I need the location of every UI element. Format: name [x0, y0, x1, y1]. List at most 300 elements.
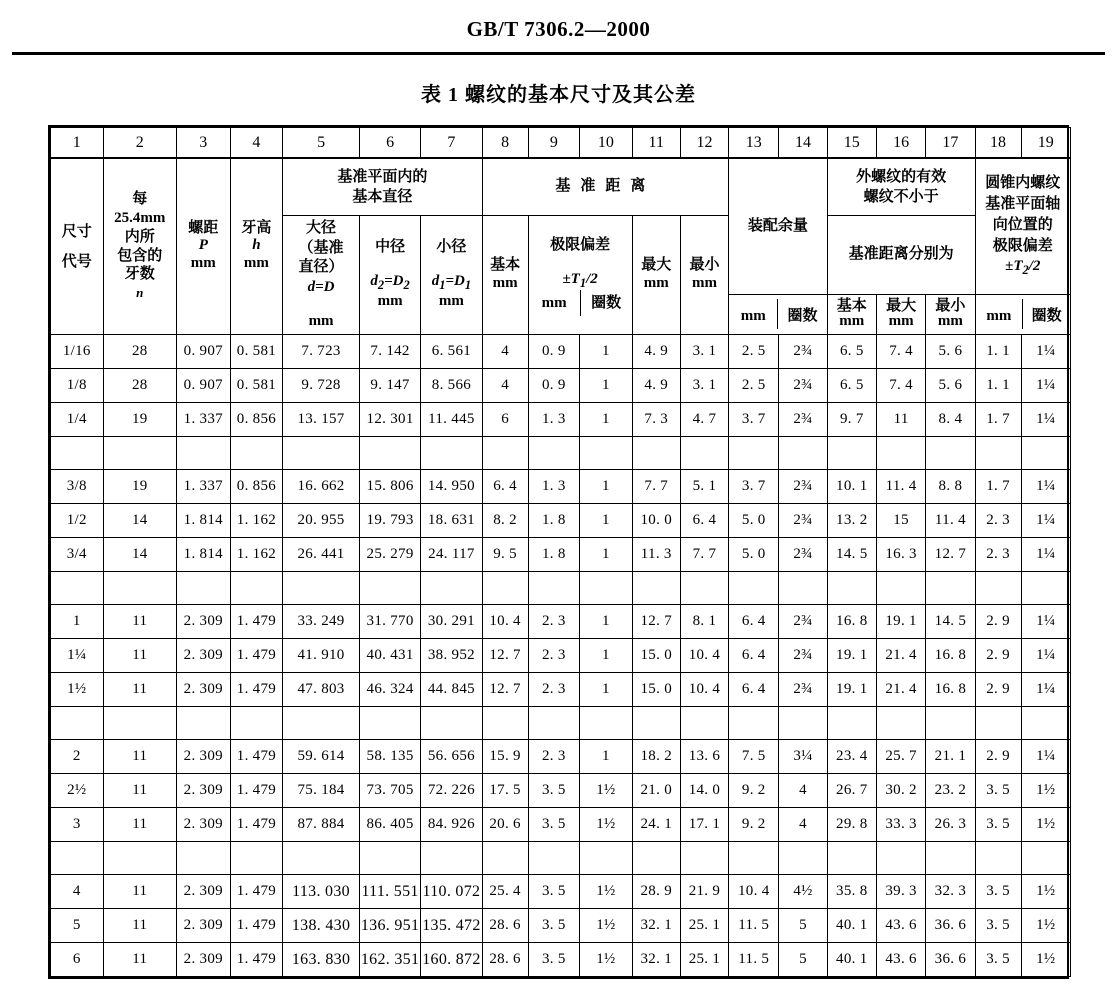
cell-taper-dev-mm: 2. 3	[975, 504, 1021, 538]
thread-dimensions-table	[50, 127, 1071, 977]
cell-gauge-tol-turns: 1	[580, 605, 633, 639]
cell-useful-basic: 16. 8	[827, 605, 876, 639]
colnum-5: 5	[283, 128, 360, 159]
header-useful-min-title: 最小	[935, 298, 966, 315]
header-group-internal-taper-deviation-text: 圆锥内螺纹 基准平面轴 向位置的 极限偏差 $\pm T_2/2$	[985, 175, 1061, 278]
cell-gauge-max: 15. 0	[632, 639, 680, 673]
table-row	[51, 369, 1071, 403]
table-row	[51, 504, 1071, 538]
cell-gauge-basic: 9. 5	[482, 538, 528, 572]
spacer-cell	[680, 437, 728, 470]
cell-pitch-diameter: 31. 770	[359, 605, 420, 639]
cell-pitch: 2. 309	[176, 673, 230, 707]
cell-pitch-diameter: 58. 135	[359, 740, 420, 774]
table-row	[51, 943, 1071, 977]
cell-threads-per-inch: 11	[103, 740, 176, 774]
cell-gauge-basic: 20. 6	[482, 808, 528, 842]
cell-assembly-mm: 6. 4	[729, 605, 779, 639]
header-internal-taper-unit-mm: mm	[986, 308, 1012, 325]
header-gauge-min	[680, 216, 728, 335]
cell-gauge-min: 25. 1	[680, 943, 728, 977]
cell-taper-dev-turns: 1½	[1021, 774, 1070, 808]
cell-gauge-tol-turns: 1½	[580, 875, 633, 909]
cell-assembly-mm: 3. 7	[729, 470, 779, 504]
cell-size-designation: 1	[51, 605, 104, 639]
header-pitch-symbol: P	[198, 237, 208, 254]
cell-useful-min: 16. 8	[926, 639, 975, 673]
spacer-cell	[1021, 842, 1070, 875]
spacer-cell	[421, 707, 482, 740]
header-group-useful-thread-text: 外螺纹的有效 螺纹不小于	[856, 168, 947, 205]
spacer-cell	[729, 707, 779, 740]
header-major-diameter-stack	[283, 216, 359, 334]
cell-pitch: 2. 309	[176, 909, 230, 943]
cell-useful-min: 36. 6	[926, 909, 975, 943]
header-thread-height-unit: mm	[243, 254, 269, 271]
cell-gauge-tol-turns: 1½	[580, 909, 633, 943]
header-gauge-min-unit: mm	[691, 274, 717, 291]
cell-useful-max: 15	[876, 504, 925, 538]
cell-useful-basic: 23. 4	[827, 740, 876, 774]
spacer-cell	[283, 707, 360, 740]
spacer-cell	[51, 572, 104, 605]
cell-taper-dev-mm: 1. 7	[975, 470, 1021, 504]
group-spacer-row	[51, 437, 1071, 470]
header-pitch-unit: mm	[190, 254, 216, 271]
cell-size-designation: 1½	[51, 673, 104, 707]
cell-minor-diameter: 44. 845	[421, 673, 482, 707]
cell-assembly-turns: 2¾	[779, 504, 827, 538]
colnum-7: 7	[421, 128, 482, 159]
header-major-diameter-symbol: d=D	[307, 278, 335, 295]
header-internal-taper-symbol: $\pm T_2/2$	[1005, 258, 1041, 278]
cell-pitch: 0. 907	[176, 369, 230, 403]
cell-size-designation: 1/2	[51, 504, 104, 538]
cell-gauge-tol-mm: 3. 5	[528, 909, 579, 943]
header-pitch	[176, 158, 230, 335]
header-useful-basic-unit: mm	[839, 313, 865, 330]
cell-gauge-min: 4. 7	[680, 403, 728, 437]
cell-taper-dev-mm: 3. 5	[975, 875, 1021, 909]
header-gauge-basic	[482, 216, 528, 335]
header-assembly-allowance-units-split	[729, 299, 827, 329]
header-row-group-titles	[51, 158, 1071, 216]
cell-threads-per-inch: 11	[103, 774, 176, 808]
cell-major-diameter: 163. 830	[283, 943, 360, 977]
spacer-cell	[421, 572, 482, 605]
cell-pitch: 0. 907	[176, 335, 230, 369]
header-thread-height	[230, 158, 283, 335]
cell-gauge-max: 32. 1	[632, 943, 680, 977]
spacer-cell	[632, 437, 680, 470]
cell-pitch: 2. 309	[176, 943, 230, 977]
table-row	[51, 875, 1071, 909]
cell-thread-height: 1. 479	[230, 875, 283, 909]
cell-pitch: 2. 309	[176, 808, 230, 842]
cell-useful-max: 21. 4	[876, 673, 925, 707]
cell-gauge-min: 25. 1	[680, 909, 728, 943]
header-internal-taper-unit-turns: 圈数	[1022, 299, 1070, 329]
cell-gauge-basic: 4	[482, 335, 528, 369]
header-gauge-tolerance-unit-turns: 圈数	[580, 290, 632, 316]
spacer-cell	[482, 572, 528, 605]
cell-pitch-diameter: 162. 351	[359, 943, 420, 977]
spacer-cell	[975, 437, 1021, 470]
spacer-cell	[283, 437, 360, 470]
table-row	[51, 605, 1071, 639]
cell-major-diameter: 113. 030	[283, 875, 360, 909]
header-useful-max-title: 最大	[886, 298, 917, 315]
colnum-6: 6	[359, 128, 420, 159]
cell-taper-dev-turns: 1¼	[1021, 740, 1070, 774]
cell-size-designation: 1¼	[51, 639, 104, 673]
spacer-cell	[779, 842, 827, 875]
cell-gauge-tol-turns: 1½	[580, 808, 633, 842]
spacer-cell	[176, 707, 230, 740]
cell-gauge-max: 4. 9	[632, 335, 680, 369]
header-divider-rule	[12, 52, 1105, 55]
cell-taper-dev-turns: 1¼	[1021, 470, 1070, 504]
header-gauge-max-title: 最大	[641, 257, 672, 274]
spacer-cell	[876, 572, 925, 605]
header-threads-per-inch-symbol: n	[136, 285, 144, 300]
cell-gauge-min: 3. 1	[680, 369, 728, 403]
cell-gauge-basic: 28. 6	[482, 943, 528, 977]
cell-major-diameter: 87. 884	[283, 808, 360, 842]
cell-pitch-diameter: 111. 551	[359, 875, 420, 909]
cell-minor-diameter: 84. 926	[421, 808, 482, 842]
cell-size-designation: 5	[51, 909, 104, 943]
cell-major-diameter: 16. 662	[283, 470, 360, 504]
cell-useful-max: 43. 6	[876, 943, 925, 977]
spacer-cell	[1021, 707, 1070, 740]
cell-useful-max: 30. 2	[876, 774, 925, 808]
cell-pitch-diameter: 86. 405	[359, 808, 420, 842]
cell-useful-min: 26. 3	[926, 808, 975, 842]
cell-gauge-min: 21. 9	[680, 875, 728, 909]
cell-gauge-basic: 6. 4	[482, 470, 528, 504]
cell-size-designation: 2½	[51, 774, 104, 808]
cell-assembly-turns: 4½	[779, 875, 827, 909]
header-pitch-diameter-symbol: $d_2=D_2$	[370, 273, 410, 293]
table-row	[51, 403, 1071, 437]
cell-minor-diameter: 24. 117	[421, 538, 482, 572]
cell-gauge-max: 28. 9	[632, 875, 680, 909]
colnum-18: 18	[975, 128, 1021, 159]
spacer-cell	[421, 437, 482, 470]
header-assembly-allowance-text: 装配余量	[747, 217, 808, 234]
cell-useful-basic: 9. 7	[827, 403, 876, 437]
cell-minor-diameter: 135. 472	[421, 909, 482, 943]
cell-pitch: 1. 337	[176, 403, 230, 437]
spacer-cell	[779, 572, 827, 605]
cell-taper-dev-mm: 3. 5	[975, 774, 1021, 808]
cell-gauge-max: 24. 1	[632, 808, 680, 842]
cell-major-diameter: 59. 614	[283, 740, 360, 774]
cell-assembly-mm: 11. 5	[729, 909, 779, 943]
cell-gauge-basic: 12. 7	[482, 673, 528, 707]
cell-thread-height: 1. 162	[230, 538, 283, 572]
spacer-cell	[103, 437, 176, 470]
cell-major-diameter: 9. 728	[283, 369, 360, 403]
spacer-cell	[926, 572, 975, 605]
cell-gauge-tol-turns: 1	[580, 470, 633, 504]
cell-size-designation: 3	[51, 808, 104, 842]
cell-gauge-tol-mm: 1. 3	[528, 470, 579, 504]
spacer-cell	[827, 572, 876, 605]
cell-gauge-tol-turns: 1	[580, 740, 633, 774]
cell-gauge-tol-turns: 1½	[580, 774, 633, 808]
cell-gauge-basic: 28. 6	[482, 909, 528, 943]
cell-gauge-basic: 4	[482, 369, 528, 403]
header-size-designation	[51, 158, 104, 335]
header-group-basic-diameters-text: 基准平面内的 基本直径	[337, 168, 428, 205]
cell-taper-dev-mm: 3. 5	[975, 943, 1021, 977]
spacer-cell	[230, 842, 283, 875]
cell-useful-max: 21. 4	[876, 639, 925, 673]
colnum-17: 17	[926, 128, 975, 159]
cell-taper-dev-turns: 1½	[1021, 909, 1070, 943]
cell-major-diameter: 13. 157	[283, 403, 360, 437]
cell-gauge-min: 17. 1	[680, 808, 728, 842]
cell-useful-min: 5. 6	[926, 369, 975, 403]
header-thread-height-symbol: h	[252, 237, 261, 254]
cell-useful-basic: 29. 8	[827, 808, 876, 842]
cell-taper-dev-mm: 2. 9	[975, 605, 1021, 639]
spacer-cell	[421, 842, 482, 875]
cell-assembly-mm: 6. 4	[729, 639, 779, 673]
header-gauge-max	[632, 216, 680, 335]
cell-gauge-tol-mm: 2. 3	[528, 605, 579, 639]
cell-gauge-tol-mm: 3. 5	[528, 943, 579, 977]
spacer-cell	[926, 707, 975, 740]
cell-threads-per-inch: 11	[103, 639, 176, 673]
table-row	[51, 538, 1071, 572]
cell-minor-diameter: 110. 072	[421, 875, 482, 909]
cell-taper-dev-turns: 1¼	[1021, 403, 1070, 437]
cell-taper-dev-mm: 3. 5	[975, 808, 1021, 842]
cell-useful-max: 11. 4	[876, 470, 925, 504]
header-useful-basic	[827, 294, 876, 334]
header-major-diameter-unit: mm	[308, 312, 334, 329]
cell-useful-min: 12. 7	[926, 538, 975, 572]
cell-useful-max: 19. 1	[876, 605, 925, 639]
spacer-cell	[51, 707, 104, 740]
header-major-diameter	[283, 216, 360, 335]
cell-gauge-max: 12. 7	[632, 605, 680, 639]
spacer-cell	[729, 437, 779, 470]
spacer-cell	[876, 707, 925, 740]
cell-threads-per-inch: 14	[103, 504, 176, 538]
spacer-cell	[1021, 572, 1070, 605]
header-group-internal-taper-deviation	[975, 158, 1070, 294]
cell-assembly-mm: 3. 7	[729, 403, 779, 437]
cell-gauge-max: 7. 3	[632, 403, 680, 437]
cell-gauge-tol-mm: 3. 5	[528, 875, 579, 909]
spacer-cell	[230, 572, 283, 605]
cell-gauge-min: 10. 4	[680, 673, 728, 707]
cell-gauge-tol-turns: 1	[580, 369, 633, 403]
cell-thread-height: 1. 479	[230, 673, 283, 707]
spacer-cell	[975, 572, 1021, 605]
colnum-12: 12	[680, 128, 728, 159]
cell-taper-dev-turns: 1¼	[1021, 538, 1070, 572]
cell-minor-diameter: 14. 950	[421, 470, 482, 504]
cell-gauge-basic: 17. 5	[482, 774, 528, 808]
colnum-15: 15	[827, 128, 876, 159]
header-gauge-max-stack	[633, 254, 680, 296]
cell-useful-max: 16. 3	[876, 538, 925, 572]
cell-pitch: 1. 337	[176, 470, 230, 504]
colnum-4: 4	[230, 128, 283, 159]
header-useful-basic-title: 基本	[836, 298, 867, 315]
cell-taper-dev-turns: 1¼	[1021, 673, 1070, 707]
cell-assembly-mm: 5. 0	[729, 538, 779, 572]
cell-gauge-tol-turns: 1	[580, 403, 633, 437]
header-minor-diameter-title: 小径 $d_1=D_1$	[431, 238, 472, 293]
cell-gauge-max: 11. 3	[632, 538, 680, 572]
spacer-cell	[359, 572, 420, 605]
header-gauge-min-stack	[681, 254, 728, 296]
cell-useful-basic: 6. 5	[827, 335, 876, 369]
spacer-cell	[176, 842, 230, 875]
cell-useful-max: 33. 3	[876, 808, 925, 842]
cell-thread-height: 1. 479	[230, 605, 283, 639]
spacer-cell	[680, 707, 728, 740]
spacer-cell	[827, 707, 876, 740]
cell-useful-basic: 10. 1	[827, 470, 876, 504]
colnum-2: 2	[103, 128, 176, 159]
cell-useful-min: 32. 3	[926, 875, 975, 909]
spacer-cell	[359, 707, 420, 740]
cell-useful-basic: 14. 5	[827, 538, 876, 572]
spacer-cell	[827, 842, 876, 875]
header-gauge-basic-title: 基本	[490, 257, 521, 274]
spacer-cell	[632, 572, 680, 605]
cell-useful-max: 25. 7	[876, 740, 925, 774]
cell-taper-dev-mm: 1. 7	[975, 403, 1021, 437]
header-useful-min	[926, 294, 975, 334]
cell-assembly-turns: 2¾	[779, 335, 827, 369]
cell-pitch-diameter: 9. 147	[359, 369, 420, 403]
colnum-11: 11	[632, 128, 680, 159]
cell-thread-height: 1. 479	[230, 808, 283, 842]
cell-gauge-tol-mm: 2. 3	[528, 740, 579, 774]
header-minor-diameter	[421, 216, 482, 335]
cell-assembly-turns: 5	[779, 909, 827, 943]
header-pitch-title: 螺距 P	[188, 220, 219, 254]
header-useful-max-unit: mm	[888, 313, 914, 330]
header-pitch-diameter-title: 中径 $d_2=D_2$	[370, 238, 410, 293]
spacer-cell	[876, 437, 925, 470]
cell-threads-per-inch: 11	[103, 673, 176, 707]
header-gauge-min-title: 最小	[689, 257, 720, 274]
spacer-cell	[827, 437, 876, 470]
header-assembly-allowance-unit-mm: mm	[740, 308, 766, 325]
cell-gauge-basic: 10. 4	[482, 605, 528, 639]
cell-thread-height: 0. 581	[230, 369, 283, 403]
header-threads-per-inch-text: 每 25.4mm 内所 包含的 牙数 n	[114, 191, 166, 300]
cell-thread-height: 0. 581	[230, 335, 283, 369]
header-internal-taper-units-split	[976, 299, 1070, 329]
header-gauge-basic-unit: mm	[492, 274, 518, 291]
cell-major-diameter: 47. 803	[283, 673, 360, 707]
spacer-cell	[580, 437, 633, 470]
cell-useful-basic: 35. 8	[827, 875, 876, 909]
cell-useful-min: 8. 4	[926, 403, 975, 437]
cell-pitch: 2. 309	[176, 740, 230, 774]
cell-thread-height: 1. 479	[230, 740, 283, 774]
header-major-diameter-title: 大径 （基准 直径） d=D	[298, 220, 344, 295]
cell-thread-height: 1. 162	[230, 504, 283, 538]
cell-minor-diameter: 30. 291	[421, 605, 482, 639]
spacer-cell	[283, 572, 360, 605]
cell-gauge-max: 32. 1	[632, 909, 680, 943]
spacer-cell	[176, 437, 230, 470]
header-pitch-diameter	[359, 216, 420, 335]
cell-useful-basic: 19. 1	[827, 639, 876, 673]
cell-taper-dev-mm: 2. 9	[975, 673, 1021, 707]
cell-size-designation: 2	[51, 740, 104, 774]
cell-gauge-min: 8. 1	[680, 605, 728, 639]
header-minor-diameter-unit: mm	[438, 292, 464, 309]
header-group-gauge-distance-text: 基准距离	[555, 178, 656, 195]
header-minor-diameter-symbol: $d_1=D_1$	[431, 273, 472, 293]
cell-taper-dev-turns: 1¼	[1021, 639, 1070, 673]
header-group-useful-thread	[827, 158, 975, 216]
spacer-cell	[528, 842, 579, 875]
cell-assembly-turns: 2¾	[779, 673, 827, 707]
cell-assembly-turns: 2¾	[779, 470, 827, 504]
cell-gauge-tol-mm: 2. 3	[528, 639, 579, 673]
cell-assembly-mm: 6. 4	[729, 673, 779, 707]
cell-assembly-mm: 2. 5	[729, 335, 779, 369]
cell-assembly-mm: 9. 2	[729, 808, 779, 842]
spacer-cell	[230, 707, 283, 740]
cell-pitch-diameter: 40. 431	[359, 639, 420, 673]
cell-threads-per-inch: 11	[103, 808, 176, 842]
spacer-cell	[729, 572, 779, 605]
cell-pitch: 2. 309	[176, 774, 230, 808]
header-useful-thread-sub-text: 基准距离分别为	[848, 246, 954, 263]
header-gauge-tolerance-units	[529, 290, 632, 316]
spacer-cell	[680, 572, 728, 605]
cell-minor-diameter: 72. 226	[421, 774, 482, 808]
standard-number: GB/T 7306.2—2000	[466, 17, 651, 41]
cell-pitch-diameter: 12. 301	[359, 403, 420, 437]
cell-useful-min: 21. 1	[926, 740, 975, 774]
spacer-cell	[482, 842, 528, 875]
cell-gauge-min: 14. 0	[680, 774, 728, 808]
spacer-cell	[975, 707, 1021, 740]
table-container	[48, 125, 1069, 979]
cell-size-designation: 6	[51, 943, 104, 977]
table-row	[51, 639, 1071, 673]
spacer-cell	[103, 572, 176, 605]
colnum-19: 19	[1021, 128, 1070, 159]
spacer-cell	[632, 842, 680, 875]
spacer-cell	[779, 437, 827, 470]
cell-pitch-diameter: 136. 951	[359, 909, 420, 943]
cell-taper-dev-mm: 1. 1	[975, 369, 1021, 403]
spacer-cell	[176, 572, 230, 605]
cell-major-diameter: 75. 184	[283, 774, 360, 808]
header-internal-taper-units	[975, 294, 1070, 334]
colnum-3: 3	[176, 128, 230, 159]
spacer-cell	[528, 572, 579, 605]
cell-gauge-tol-turns: 1	[580, 639, 633, 673]
cell-threads-per-inch: 11	[103, 875, 176, 909]
